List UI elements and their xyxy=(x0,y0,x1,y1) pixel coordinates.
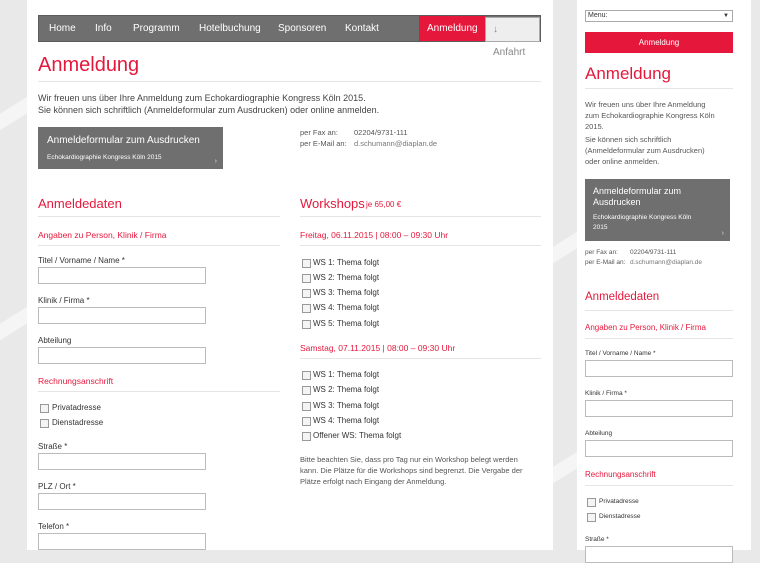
private-address-checkbox[interactable] xyxy=(40,404,49,413)
mobile-intro-line: Wir freuen uns über Ihre Anmeldung xyxy=(585,100,706,109)
mobile-street-field[interactable] xyxy=(585,546,733,563)
fax-value: 02204/9731-111 xyxy=(630,249,677,256)
mobile-person-section-heading: Angaben zu Person, Klinik / Firma xyxy=(585,323,706,332)
mobile-intro-line: 2015. xyxy=(585,122,604,131)
nav-programm[interactable]: Programm xyxy=(133,23,180,34)
chevron-icon: › xyxy=(721,230,724,237)
workshop-checkbox[interactable] xyxy=(302,304,311,313)
fax-label: per Fax an: xyxy=(585,249,618,256)
main-navigation xyxy=(38,15,541,58)
nav-hotelbuchung[interactable]: Hotelbuchung xyxy=(199,23,261,34)
fax-label: per Fax an: xyxy=(300,128,338,137)
zip-city-field[interactable] xyxy=(38,493,206,510)
download-form-subtitle: Echokardiographie Kongress Köln xyxy=(593,214,692,221)
phone-label: Telefon * xyxy=(38,522,70,531)
mobile-intro-line: (Anmeldeformular zum Ausdrucken) xyxy=(585,146,705,155)
email-label: per E-Mail an: xyxy=(300,139,347,148)
page-title: Anmeldung xyxy=(38,54,140,76)
divider xyxy=(585,88,733,89)
workshop-label: WS 5: Thema folgt xyxy=(313,319,380,328)
chevron-icon: › xyxy=(214,158,217,165)
mobile-intro-line: zum Echokardiographie Kongress Köln xyxy=(585,111,715,120)
nav-anmeldung[interactable]: Anmeldung xyxy=(419,16,486,41)
divider xyxy=(38,391,280,392)
chevron-down-icon: ▼ xyxy=(723,13,729,19)
mobile-page xyxy=(577,0,751,550)
workshop-checkbox[interactable] xyxy=(302,289,311,298)
email-value[interactable]: d.schumann@diaplan.de xyxy=(630,259,703,266)
nav-sponsoren[interactable]: Sponsoren xyxy=(278,23,327,34)
person-section-heading: Angaben zu Person, Klinik / Firma xyxy=(38,230,167,240)
workshop-label: WS 2: Thema folgt xyxy=(313,273,380,282)
street-label: Straße * xyxy=(38,442,68,451)
workshop-note: kann. Die Plätze für die Workshops sind begrenzt. Die Vergabe der xyxy=(300,466,523,475)
workshop-label: WS 4: Thema folgt xyxy=(313,303,380,312)
phone-field[interactable] xyxy=(38,533,206,550)
private-address-label: Privatadresse xyxy=(52,403,101,412)
form-title: Anmeldedaten xyxy=(38,196,122,211)
workshop-checkbox[interactable] xyxy=(302,402,311,411)
street-label: Straße * xyxy=(585,536,609,543)
company-label: Klinik / Firma * xyxy=(585,390,627,397)
department-label: Abteilung xyxy=(585,430,613,437)
nav-info[interactable]: Info xyxy=(95,23,112,34)
company-field[interactable] xyxy=(38,307,206,324)
nav-anfahrt[interactable]: ↓ Anfahrt xyxy=(485,17,540,42)
download-form-title: Ausdrucken xyxy=(593,197,641,207)
workshop-checkbox[interactable] xyxy=(302,274,311,283)
private-address-label: Privatadresse xyxy=(599,498,639,505)
name-label: Titel / Vorname / Name * xyxy=(585,350,656,357)
nav-kontakt[interactable]: Kontakt xyxy=(345,23,379,34)
divider xyxy=(38,245,280,246)
workshop-checkbox[interactable] xyxy=(302,386,311,395)
divider xyxy=(585,310,733,311)
workshop-label: WS 4: Thema folgt xyxy=(313,416,380,425)
billing-section-heading: Rechnungsanschrift xyxy=(38,376,114,386)
workshop-label: Offener WS: Thema folgt xyxy=(313,431,402,440)
workshop-note: Plätze erfolgt nach Eingang der Anmeldung. xyxy=(300,477,447,486)
workshop-label: WS 3: Thema folgt xyxy=(313,288,380,297)
mobile-name-field[interactable] xyxy=(585,360,733,377)
mobile-billing-section-heading: Rechnungsanschrift xyxy=(585,470,656,479)
street-field[interactable] xyxy=(38,453,206,470)
download-form-subtitle: Echokardiographie Kongress Köln 2015 xyxy=(47,154,162,161)
name-field[interactable] xyxy=(38,267,206,284)
mobile-private-address-checkbox[interactable] xyxy=(587,498,596,507)
divider xyxy=(300,216,541,217)
mobile-page-title: Anmeldung xyxy=(585,64,672,83)
intro-text: Wir freuen uns über Ihre Anmeldung zum Echokardiographie Kongress Köln 2015. xyxy=(38,93,366,103)
workshop-checkbox[interactable] xyxy=(302,320,311,329)
divider xyxy=(300,358,541,359)
workshop-note: Bitte beachten Sie, dass pro Tag nur ein Workshop belegt werden xyxy=(300,455,518,464)
workshop-label: WS 2: Thema folgt xyxy=(313,385,380,394)
workshops-title: Workshops xyxy=(300,196,365,211)
workshops-price: je 65,00 € xyxy=(366,200,402,209)
intro-text: Sie können sich schriftlich (Anmeldeformular zum Ausdrucken) oder online anmelden. xyxy=(38,105,380,115)
divider xyxy=(38,81,541,82)
workshop-day1-heading: Freitag, 06.11.2015 | 08:00 – 09:30 Uhr xyxy=(300,230,449,240)
mobile-business-address-checkbox[interactable] xyxy=(587,513,596,522)
workshop-checkbox[interactable] xyxy=(302,371,311,380)
menu-select[interactable] xyxy=(585,10,733,22)
workshop-checkbox[interactable] xyxy=(302,259,311,268)
divider xyxy=(300,245,541,246)
business-address-checkbox[interactable] xyxy=(40,419,49,428)
email-value[interactable]: d.schumann@diaplan.de xyxy=(354,139,438,148)
workshop-day2-heading: Samstag, 07.11.2015 | 08:00 – 09:30 Uhr xyxy=(300,343,456,353)
divider xyxy=(38,216,280,217)
company-label: Klinik / Firma * xyxy=(38,296,90,305)
fax-value: 02204/9731-111 xyxy=(354,128,408,137)
mobile-login-button[interactable]: Anmeldung xyxy=(585,32,733,53)
mobile-download-form-button[interactable] xyxy=(585,179,730,241)
download-form-button[interactable] xyxy=(38,127,223,169)
department-label: Abteilung xyxy=(38,336,72,345)
business-address-label: Dienstadresse xyxy=(599,513,641,520)
mobile-department-field[interactable] xyxy=(585,440,733,457)
divider xyxy=(585,338,733,339)
download-form-subtitle: 2015 xyxy=(593,224,608,231)
nav-home[interactable]: Home xyxy=(49,23,76,34)
download-form-title: Anmeldeformular zum xyxy=(593,186,682,196)
download-form-title: Anmeldeformular zum Ausdrucken xyxy=(47,135,200,146)
mobile-company-field[interactable] xyxy=(585,400,733,417)
business-address-label: Dienstadresse xyxy=(52,418,104,427)
department-field[interactable] xyxy=(38,347,206,364)
menu-select-value: Menu: xyxy=(588,12,608,19)
divider xyxy=(585,485,733,486)
desktop-page xyxy=(27,0,553,550)
workshop-label: WS 1: Thema folgt xyxy=(313,258,380,267)
zip-city-label: PLZ / Ort * xyxy=(38,482,76,491)
email-label: per E-Mail an: xyxy=(585,259,626,266)
name-label: Titel / Vorname / Name * xyxy=(38,256,125,265)
workshop-checkbox[interactable] xyxy=(302,417,311,426)
mobile-intro-line: oder online anmelden. xyxy=(585,157,660,166)
workshop-checkbox[interactable] xyxy=(302,432,311,441)
workshop-label: WS 3: Thema folgt xyxy=(313,401,380,410)
mobile-intro-line: Sie können sich schriftlich xyxy=(585,135,672,144)
mobile-form-title: Anmeldedaten xyxy=(585,291,660,303)
workshop-label: WS 1: Thema folgt xyxy=(313,370,380,379)
